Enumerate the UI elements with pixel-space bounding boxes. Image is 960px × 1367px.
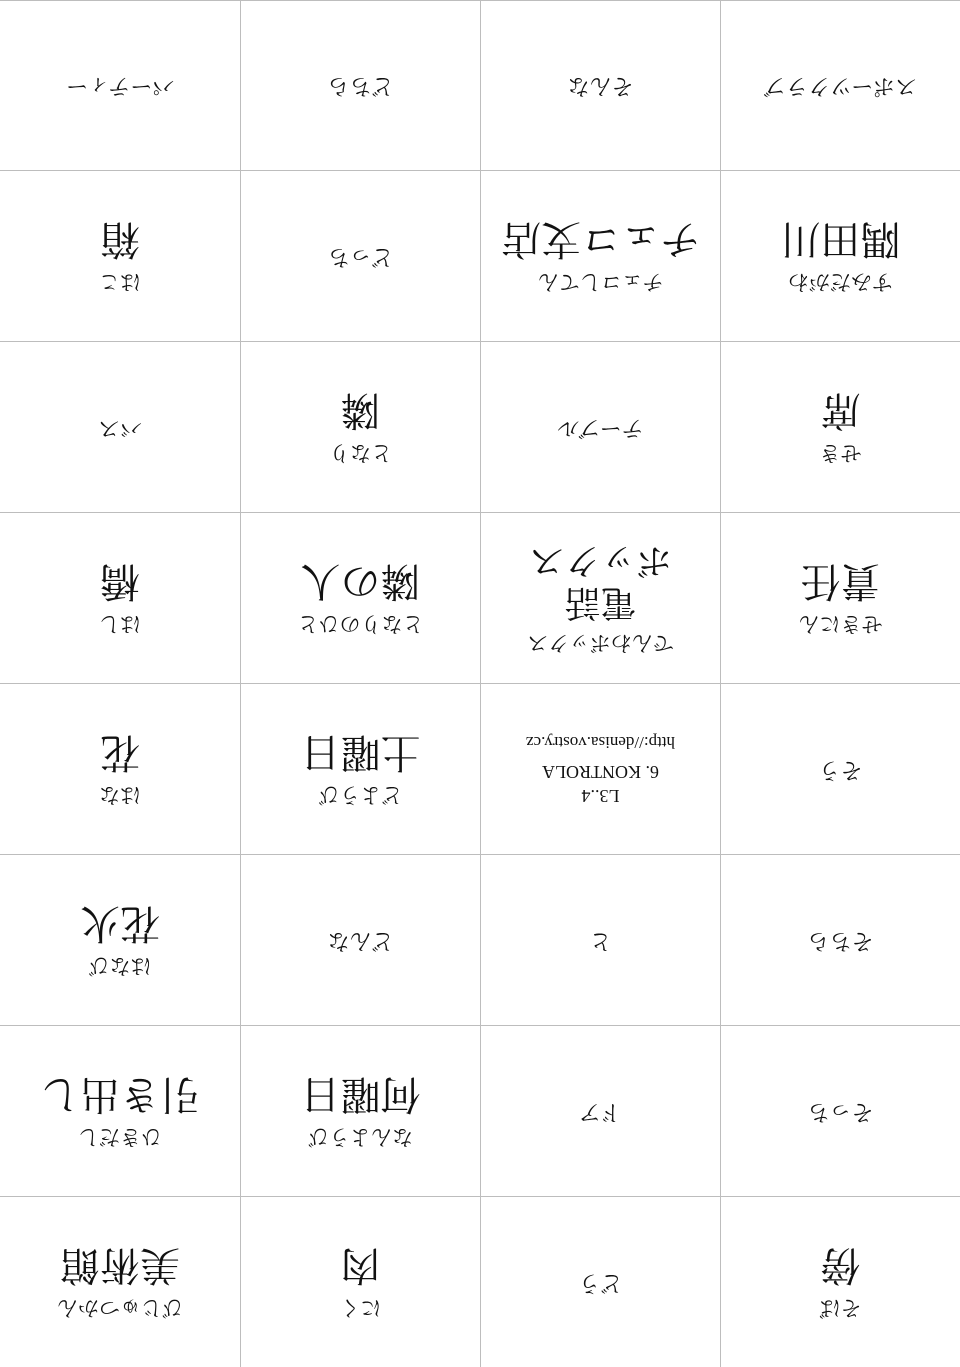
- card-word: そう: [818, 757, 863, 782]
- vocab-card: [0, 854, 240, 1025]
- vocab-card: [0, 512, 240, 683]
- vocab-card: [480, 854, 720, 1025]
- card-kanji: 引き出し: [40, 1071, 200, 1117]
- card-reading: となりのひと: [297, 612, 424, 636]
- card-word: バス: [98, 415, 143, 440]
- card-word: どっち: [327, 244, 394, 269]
- vocab-card: [240, 1196, 480, 1367]
- card-kanji: チェコ支店: [501, 216, 700, 262]
- vocab-card: [720, 1025, 960, 1196]
- card-kanji: 電話: [564, 582, 637, 623]
- card-word: パーティー: [65, 73, 175, 99]
- card-word: スポーツクラブ: [764, 73, 917, 99]
- vocab-card: [240, 1025, 480, 1196]
- card-kanji: ボックス: [528, 540, 673, 581]
- card-reading: はなび: [88, 954, 152, 978]
- card-kanji: 美術館: [60, 1242, 180, 1288]
- vocab-card: [480, 512, 720, 683]
- card-kanji: 土曜日: [300, 729, 421, 775]
- card-reading: はな: [99, 783, 141, 807]
- card-reading: ひきだし: [78, 1125, 162, 1149]
- card-word: ドア: [578, 1099, 623, 1124]
- card-word: そちら: [807, 928, 874, 953]
- card-word: どちら: [327, 73, 394, 99]
- card-kanji: 花: [100, 729, 140, 775]
- vocab-card: [0, 341, 240, 512]
- vocab-card: [720, 512, 960, 683]
- card-reading: どようび: [318, 783, 403, 807]
- card-reading: はし: [99, 612, 141, 636]
- vocab-card: [0, 1196, 240, 1367]
- info-card: [480, 683, 720, 854]
- vocab-card: [720, 1196, 960, 1367]
- vocab-card: [480, 1025, 720, 1196]
- vocab-card: [480, 0, 720, 170]
- vocab-card: [0, 170, 240, 341]
- source-url: http://denisa.vostry.cz: [525, 733, 676, 752]
- card-word: と: [589, 928, 612, 953]
- vocab-card: [720, 683, 960, 854]
- card-word: そっち: [807, 1099, 874, 1124]
- vocab-card: [0, 0, 240, 170]
- card-reading: そば: [819, 1296, 862, 1320]
- card-word: どんな: [327, 928, 394, 953]
- card-kanji: 傍: [820, 1242, 861, 1288]
- vocab-card: [0, 683, 240, 854]
- card-kanji: 橋: [100, 558, 140, 604]
- card-reading: びじゅつかん: [57, 1296, 183, 1320]
- card-word: テーブル: [557, 415, 644, 440]
- vocab-card: [720, 341, 960, 512]
- card-reading: でんわボックス: [527, 631, 674, 655]
- card-reading: となり: [329, 441, 392, 465]
- vocab-card: [720, 0, 960, 170]
- card-reading: チェコしてん: [537, 270, 664, 294]
- vocab-card: [240, 0, 480, 170]
- card-reading: なんようび: [308, 1125, 413, 1149]
- card-reading: すみだがわ: [788, 270, 893, 294]
- vocab-card: [240, 683, 480, 854]
- card-kanji: 隣の人: [300, 558, 421, 604]
- vocab-card: [0, 1025, 240, 1196]
- card-reading: にく: [339, 1296, 382, 1320]
- card-kanji: 箱: [100, 216, 140, 262]
- vocab-card: [240, 512, 480, 683]
- card-reading: せき: [819, 441, 862, 465]
- vocab-card: [240, 170, 480, 341]
- card-kanji: 隅田川: [780, 216, 901, 262]
- card-kanji: 肉: [340, 1242, 381, 1288]
- card-word: どう: [578, 1270, 623, 1295]
- card-kanji: 何曜日: [300, 1071, 421, 1117]
- vocab-card: [720, 854, 960, 1025]
- lesson-code: L3..4: [581, 786, 620, 806]
- card-word: そんな: [567, 73, 634, 99]
- vocab-card: [480, 341, 720, 512]
- section-title: 6. KONTROLA: [542, 762, 659, 782]
- card-kanji: 責任: [800, 558, 881, 604]
- vocab-card: [480, 170, 720, 341]
- vocab-card: [480, 1196, 720, 1367]
- card-kanji: 席: [820, 387, 861, 433]
- card-reading: はこ: [99, 270, 141, 294]
- vocab-card: [240, 854, 480, 1025]
- vocab-card: [240, 341, 480, 512]
- card-kanji: 花火: [80, 900, 160, 946]
- card-kanji: 隣: [340, 387, 381, 433]
- vocab-card: [720, 170, 960, 341]
- card-reading: せきにん: [798, 612, 883, 636]
